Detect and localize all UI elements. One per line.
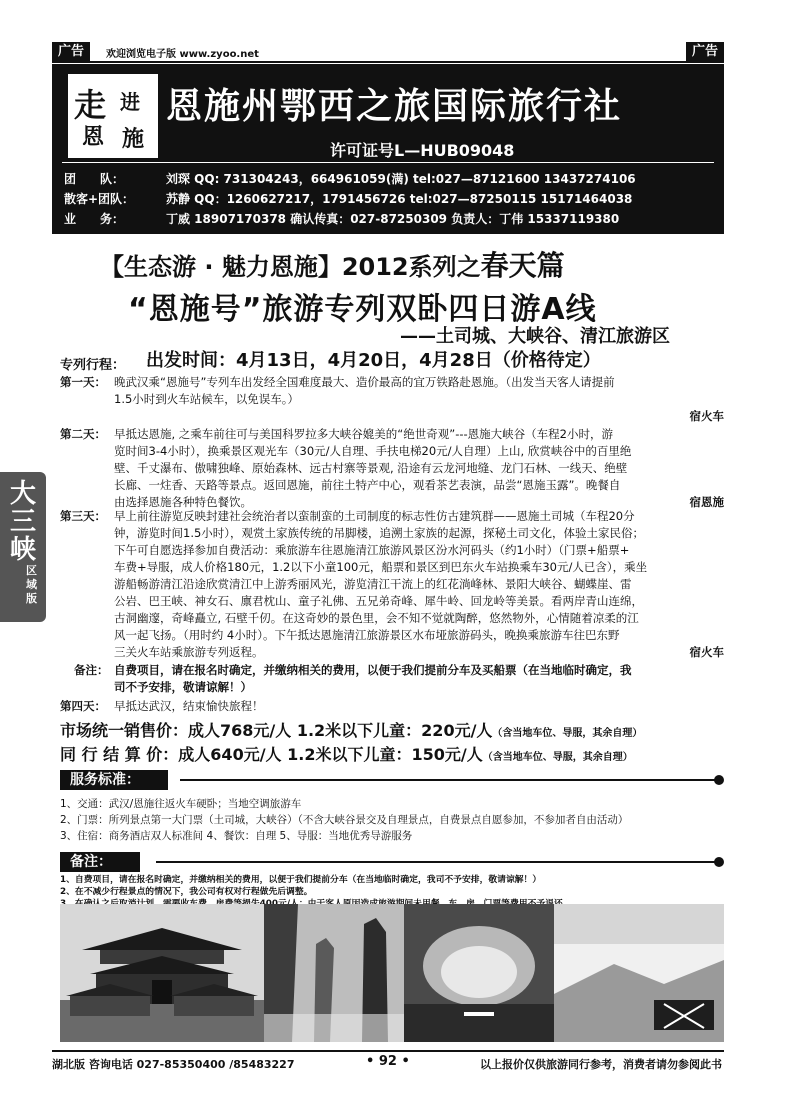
footer-disclaimer: 以上报价仅供旅游同行参考，消费者请勿参阅此书 (480, 1058, 722, 1071)
price-retail: 市场统一销售价：成人768元/人 1.2米以下儿童：220元/人（含当地车位、导服，其余自理） (60, 721, 643, 740)
footer-contact: 湖北版 咨询电话 027-85350400 /85483227 (52, 1058, 295, 1071)
note-item: 2、在不减少行程景点的情况下，我公司有权对行程做先后调整。 (60, 887, 313, 897)
contact-row-business: 业 务： 丁威 18907170378 确认传真：027-87250309 负责人：丁伟 15337119380 (64, 212, 620, 226)
region-side-tab (0, 472, 46, 622)
day-1: 第一天： 晚武汉乘“恩施号”专列车出发经全国难度最大、造价最高的宜万铁路赴恩施。（出发当天客人请提前 1.5小时到火车站候车，以免误车。） 宿火车 (60, 375, 724, 423)
day-2: 第二天： 早抵达恩施, 之乘车前往可与美国科罗拉多大峡谷媲美的“绝世奇观”---恩施大峡谷（车程2小时，游 览时间3-4小时），换乘景区观光车（30元/人自理、手扶电梯20元/人自理）上山, 欣赏峡谷中的百里绝 壁、千丈瀑布、傲啸独峰、原始森林、远古村寨等景观, 沿途有云龙河地缝、龙门石林、一线天、绝壁 长廊、一炷香、天路等景点。返回恩施，前往土特产中心，观看茶艺表演，品尝“恩施玉露”。晚餐自 由选择恩施各种特色餐饮。 宿恩施 (60, 427, 724, 509)
side-tab-subtitle: 区域版 (26, 564, 37, 605)
note-item: 1、自费项目，请在报名时确定，并缴纳相关的费用，以便于我们提前分车（在当地临时确定，我司不予安排，敬请谅解！） (60, 875, 542, 885)
price-trade: 同 行 结 算 价：成人640元/人 1.2米以下儿童：150元/人（含当地车位、导服，其余自理） (60, 745, 633, 764)
photo-tusi-city (60, 904, 264, 1042)
contact-row-individual: 散客+团队： 苏静 QQ：1260627217，1791456726 tel:027—87250115 15171464038 (64, 192, 633, 206)
ad-tag-right: 广告 (686, 42, 724, 62)
departure-dates: 出发时间：4月13日，4月20日，4月28日（价格待定） (146, 350, 601, 371)
page-number: • 92 • (366, 1054, 410, 1069)
photo-cave (404, 904, 554, 1042)
tour-title: “恩施号”旅游专列双卧四日游A线 (128, 292, 597, 327)
top-rule (52, 61, 724, 63)
service-section-header: 服务标准： (60, 770, 724, 790)
ad-tag-left: 广告 (52, 42, 90, 62)
side-tab-title: 大三峡 (9, 479, 36, 565)
service-item: 3、住宿：商务酒店双人标准间 4、餐饮：自理 5、导服：当地优秀导游服务 (60, 830, 413, 842)
series-title: 【生态游 · 魅力恩施】2012系列之春天篇 (100, 249, 565, 282)
tour-subtitle: ——土司城、大峡谷、清江旅游区 (400, 326, 670, 347)
footer-rule (52, 1050, 724, 1052)
contact-row-team: 团 队： 刘琛 QQ: 731304243，664961059(满) tel:027—87121600 13437274106 (64, 172, 636, 186)
service-item: 1、交通：武汉/恩施往返火车硬卧；当地空调旅游车 (60, 798, 302, 810)
header-divider (62, 162, 714, 163)
photo-river-cruise (554, 904, 724, 1042)
service-item: 2、门票：所列景点第一大门票（土司城，大峡谷）（不含大峡谷景交及自理景点，自费景点自愿参加，不参加者自由活动） (60, 814, 629, 826)
schedule-label: 专列行程： (60, 358, 126, 373)
notes-section-header: 备注： (60, 852, 724, 872)
day-3: 第三天： 早上前往游览反映封建社会统治者以蛮制蛮的土司制度的标志性仿古建筑群——恩施土司城（车程20分 钟，游览时间1.5小时），观赏土家族传统的吊脚楼，追溯土家族的起源，探秘土司文化，体验土家民俗； 下午可自愿选择参加自费活动：乘旅游车往恩施清江旅游风景区汾水河码头（约1小时）（门票+船票+ 车费+导服，成人价格180元，1.2以下小童100元，船票和景区到巴东火车站换乘车30元/人已含），乘坐 游船畅游清江沿途欣赏清江中上游秀丽风光，游览清江干流上的红花淌峰林、景阳大峡谷、蝴蝶崖、雷 公岩、巴王峡、神女石、廪君枕山、童子礼佛、五兄弟奇峰、犀牛岭、回龙岭等美景。看两岸青山连绵， 古洞幽邃，奇峰矗立, 石壁千仞。在这奇妙的景色里，会不知不觉就陶醉，悠然物外，心情随着凉柔的江 风一起飞扬。（用时约 4小时）。下午抵达恩施清江旅游景区水布垭旅游码头，晚换乘旅游车往巴东野 三关火车站乘旅游专列返程。 宿火车 (60, 509, 724, 659)
photo-canyon-peak (264, 904, 404, 1042)
agency-name: 恩施州鄂西之旅国际旅行社 (166, 86, 623, 127)
agency-logo: 走 进 恩 施 (66, 72, 160, 160)
day-4: 第四天： 早抵达武汉，结束愉快旅程！ (60, 699, 264, 713)
site-url[interactable]: 欢迎浏览电子版 www.zyoo.net (106, 49, 259, 60)
agency-license: 许可证号L—HUB09048 (330, 141, 515, 160)
day-note: 备注： 自费项目，请在报名时确定，并缴纳相关的费用，以便于我们提前分车及买船票（在当地临时确定，我 司不予安排，敬请谅解！） (74, 663, 632, 694)
